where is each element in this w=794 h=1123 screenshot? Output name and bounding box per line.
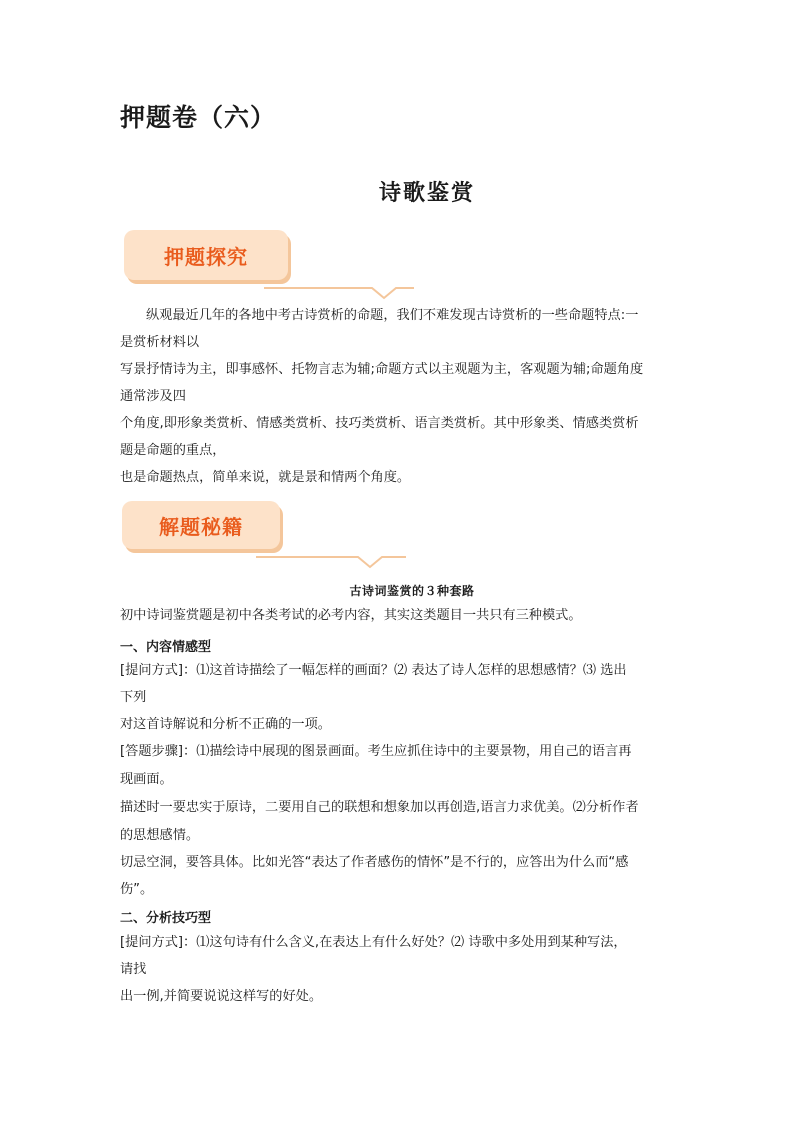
- badge-label: 押题探究: [164, 244, 248, 269]
- speech-tail-icon: [264, 280, 414, 300]
- part2-line: 出一例,并简要说说这样写的好处。: [120, 989, 323, 1004]
- intro-line: 是赏析材料以: [120, 335, 200, 350]
- part1-line: 伤”。: [120, 882, 154, 897]
- intro-line: 纵观最近几年的各地中考古诗赏析的命题，我们不难发现古诗赏析的一些命题特点:一: [146, 308, 639, 323]
- badge-solving-tips: [122, 501, 280, 549]
- intro-line: 个角度,即形象类赏析、情感类赏析、技巧类赏析、语言类赏析。其中形象类、情感类赏析: [120, 416, 639, 431]
- badge-label: 解题秘籍: [159, 514, 243, 539]
- part2-heading: 二、分析技巧型: [120, 911, 212, 926]
- part1-line: [提问方式]：⑴这首诗描绘了一幅怎样的画面？⑵ 表达了诗人怎样的思想感情？⑶ 选出: [120, 663, 627, 678]
- speech-tail-icon: [256, 549, 406, 569]
- part1-line: 切忌空洞，要答具体。比如光答“表达了作者感伤的情怀”是不行的，应答出为什么而“感: [120, 855, 629, 870]
- part1-line: 对这首诗解说和分析不正确的一项。: [120, 717, 331, 732]
- intro-line: 题是命题的重点，: [120, 443, 226, 458]
- part2-line: [提问方式]：⑴这句诗有什么含义,在表达上有什么好处？⑵ 诗歌中多处用到某种写法，: [120, 935, 627, 950]
- part2-line: 请找: [120, 962, 147, 977]
- part1-line: [答题步骤]：⑴描绘诗中展现的图景画面。考生应抓住诗中的主要景物，用自己的语言再: [120, 744, 632, 759]
- section-intro: 初中诗词鉴赏题是初中各类考试的必考内容，其实这类题目一共只有三种模式。: [120, 608, 582, 623]
- badge-exam-research: [124, 230, 288, 280]
- intro-line: 也是命题热点，简单来说，就是景和情两个角度。: [120, 470, 411, 485]
- part1-line: 下列: [120, 690, 147, 705]
- section-title: 古诗词鉴赏的３种套路: [349, 584, 475, 598]
- intro-line: 写景抒情诗为主，即事感怀、托物言志为辅;命题方式以主观题为主，客观题为辅;命题角度: [120, 362, 644, 377]
- part1-line: 的思想感情。: [120, 828, 200, 843]
- part1-line: 描述时一要忠实于原诗，二要用自己的联想和想象加以再创造,语言力求优美。⑵分析作者: [120, 800, 639, 815]
- intro-line: 通常涉及四: [120, 389, 186, 404]
- part1-line: 现画面。: [120, 772, 173, 787]
- page-title: 押题卷（六）: [120, 103, 277, 132]
- subject-title: 诗歌鉴赏: [378, 180, 475, 206]
- part1-heading: 一、内容情感型: [120, 640, 212, 655]
